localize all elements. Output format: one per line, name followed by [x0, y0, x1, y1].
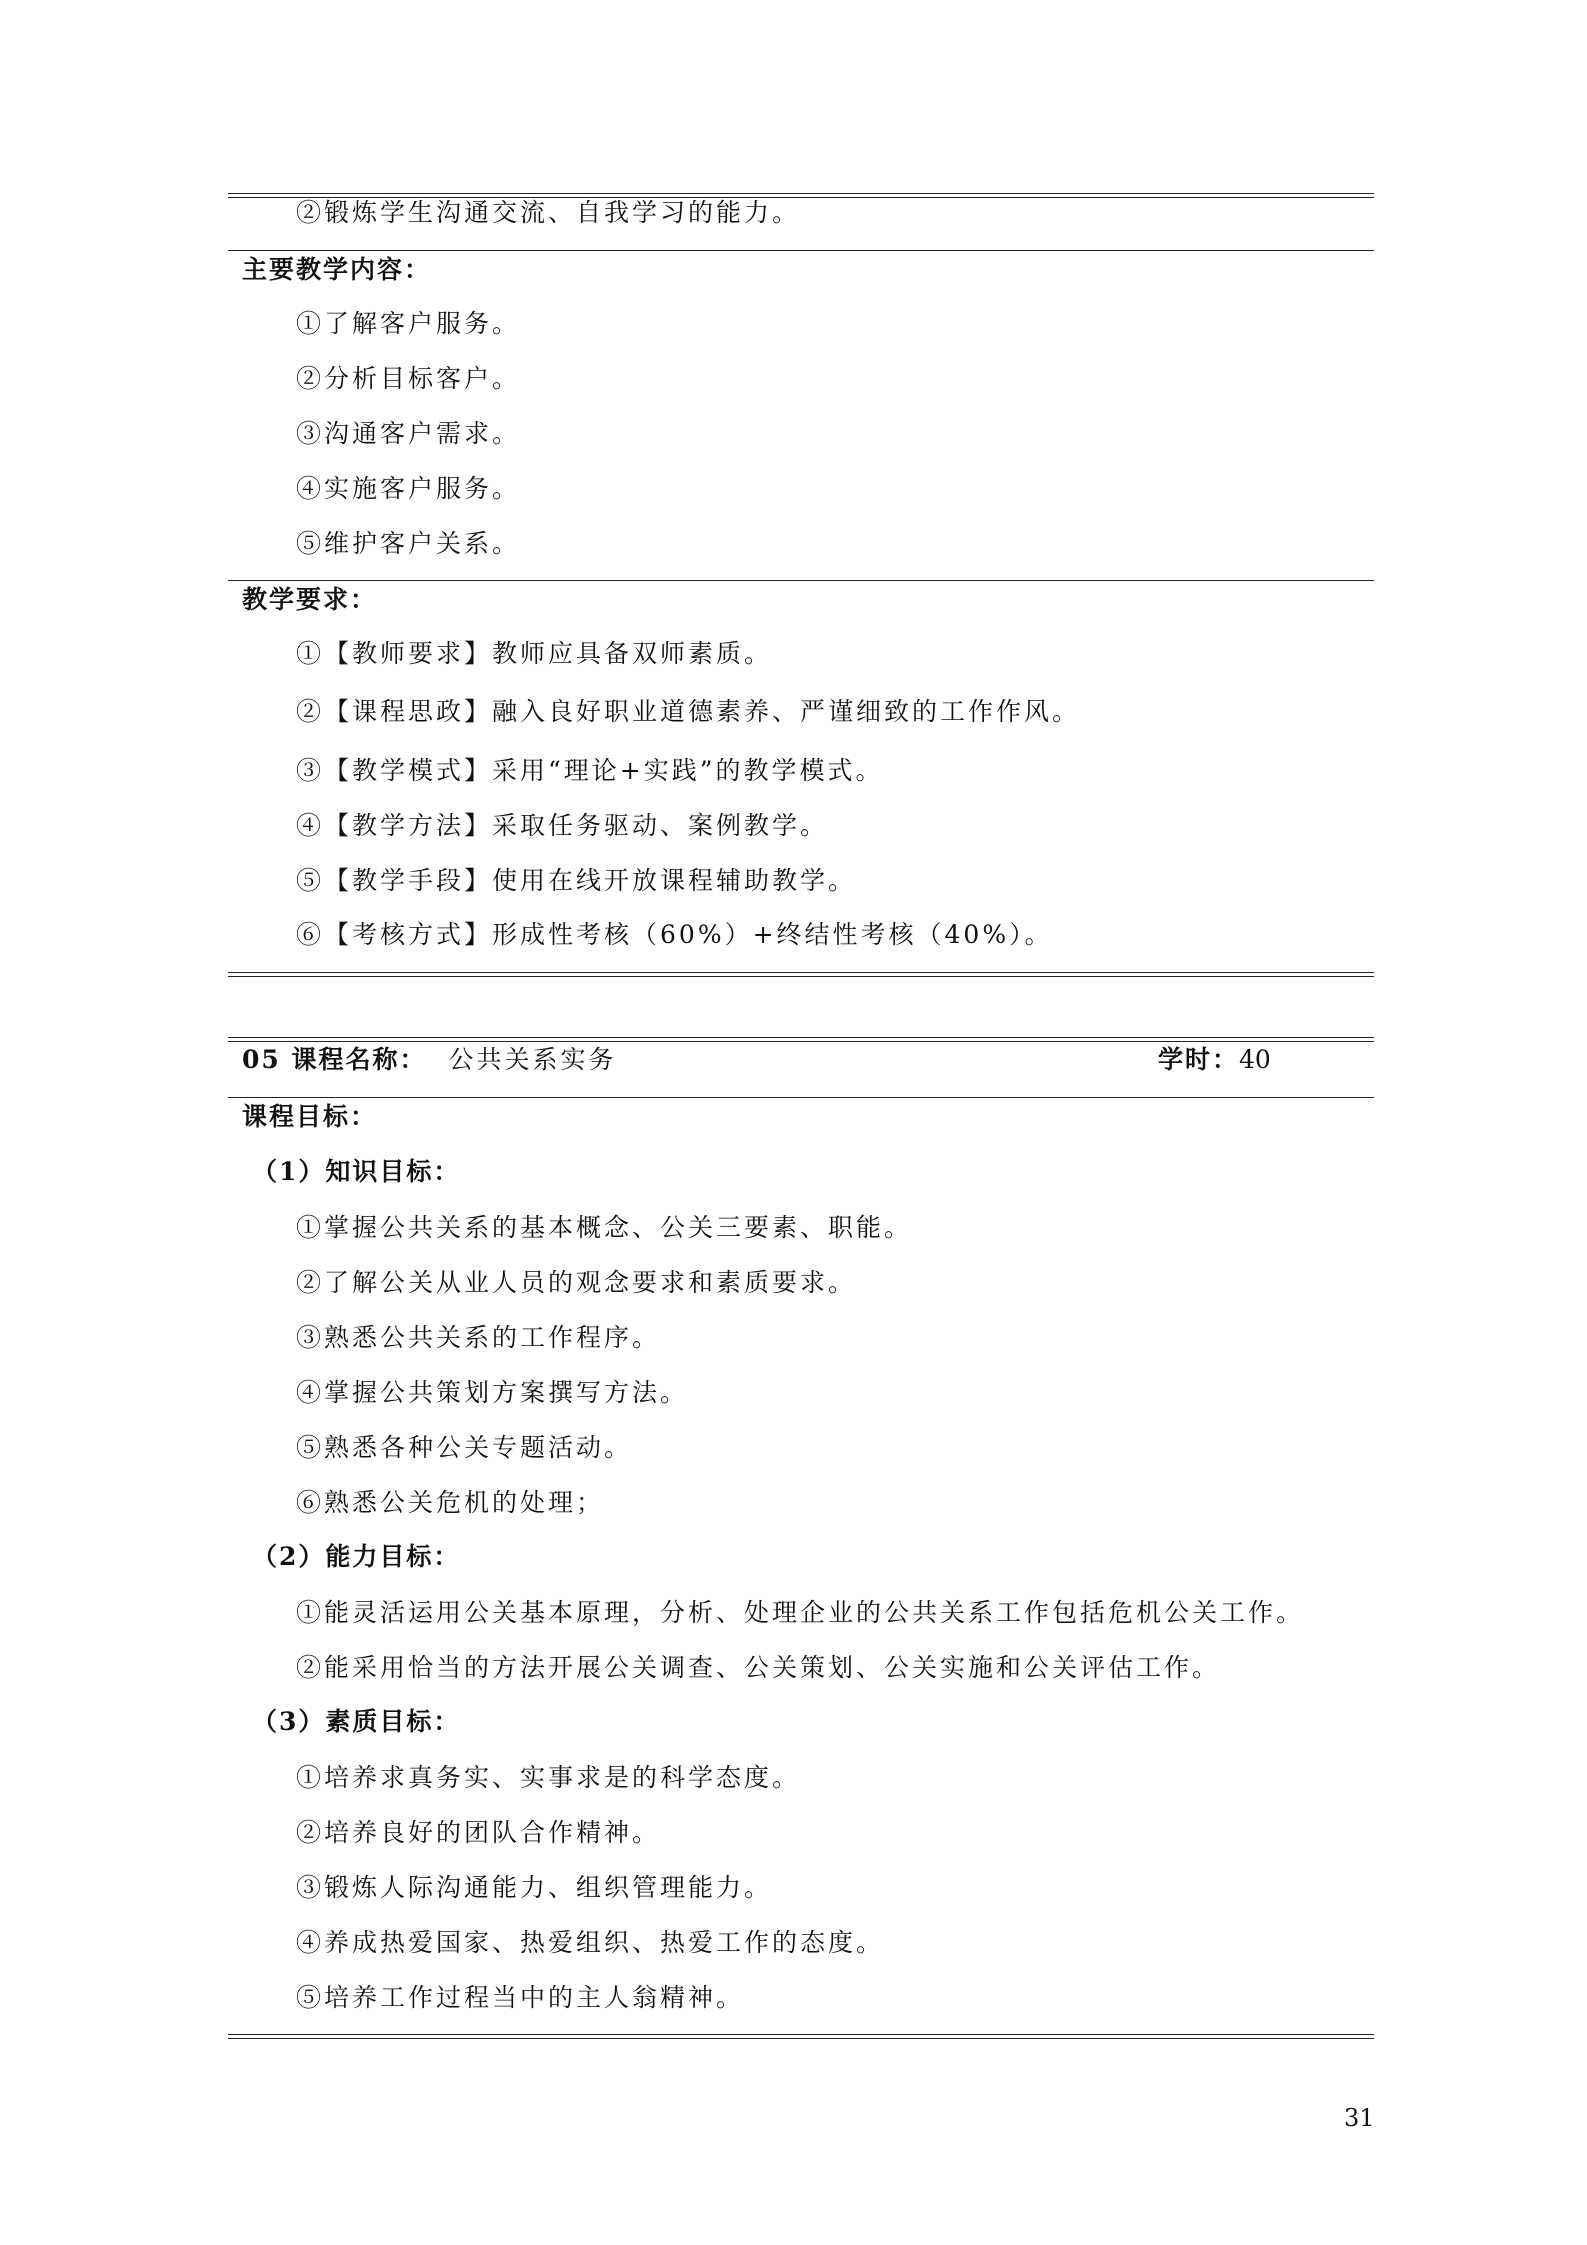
quality-item: ①培养求真务实、实事求是的科学态度。: [296, 1763, 801, 1792]
skill-item-2: ②锻炼学生沟通交流、自我学习的能力。: [296, 198, 801, 227]
goal-heading: 课程目标：: [242, 1102, 378, 1131]
section-end-double-rule: [228, 972, 1374, 977]
course-bottom-double-rule: [228, 2034, 1374, 2039]
knowledge-item: ④掌握公共策划方案撰写方法。: [296, 1378, 689, 1407]
quality-item: ④养成热爱国家、热爱组织、热爱工作的态度。: [296, 1928, 885, 1957]
requirement-item: ④【教学方法】采取任务驱动、案例教学。: [296, 811, 829, 840]
knowledge-item: ⑤熟悉各种公关专题活动。: [296, 1433, 633, 1462]
course-top-double-rule: [228, 1037, 1374, 1042]
hours-label: 学时：: [1158, 1045, 1240, 1074]
section-divider: [228, 250, 1374, 251]
quality-heading: （3）素质目标：: [252, 1707, 461, 1736]
requirement-item: ③【教学模式】采用“理论+实践”的教学模式。: [296, 756, 884, 785]
requirement-item: ⑥【考核方式】形成性考核（60%）+终结性考核（40%）。: [296, 920, 1053, 949]
knowledge-item: ⑥熟悉公关危机的处理；: [296, 1488, 605, 1517]
hours-value: 40: [1239, 1045, 1271, 1074]
knowledge-heading: （1）知识目标：: [252, 1157, 461, 1186]
ability-item: ①能灵活运用公关基本原理，分析、处理企业的公共关系工作包括危机公关工作。: [296, 1598, 1305, 1627]
course-hours: [1158, 1045, 1271, 1075]
knowledge-item: ③熟悉公共关系的工作程序。: [296, 1323, 661, 1352]
quality-item: ③锻炼人际沟通能力、组织管理能力。: [296, 1873, 773, 1902]
content-item: ①了解客户服务。: [296, 309, 521, 338]
requirement-item: ②【课程思政】融入良好职业道德素养、严谨细致的工作作风。: [296, 697, 1081, 726]
requirement-item: ⑤【教学手段】使用在线开放课程辅助教学。: [296, 866, 857, 895]
page-number: 31: [1344, 2104, 1375, 2132]
content-item: ④实施客户服务。: [296, 474, 521, 503]
section-divider: [228, 1097, 1374, 1098]
knowledge-item: ①掌握公共关系的基本概念、公关三要素、职能。: [296, 1213, 913, 1242]
requirement-item: ①【教师要求】教师应具备双师素质。: [296, 639, 773, 668]
content-item: ⑤维护客户关系。: [296, 529, 521, 558]
content-item: ②分析目标客户。: [296, 364, 521, 393]
section-divider: [228, 580, 1374, 581]
quality-item: ⑤培养工作过程当中的主人翁精神。: [296, 1983, 745, 2012]
course-name-label: 05 课程名称：: [242, 1045, 427, 1074]
requirements-heading: 教学要求：: [242, 585, 378, 614]
quality-item: ②培养良好的团队合作精神。: [296, 1818, 661, 1847]
content-heading: 主要教学内容：: [242, 255, 432, 284]
course-name-value: 公共关系实务: [448, 1045, 617, 1074]
ability-item: ②能采用恰当的方法开展公关调查、公关策划、公关实施和公关评估工作。: [296, 1653, 1221, 1682]
course-title-row: [242, 1045, 617, 1075]
ability-heading: （2）能力目标：: [252, 1542, 461, 1571]
content-item: ③沟通客户需求。: [296, 419, 521, 448]
knowledge-item: ②了解公关从业人员的观念要求和素质要求。: [296, 1268, 857, 1297]
